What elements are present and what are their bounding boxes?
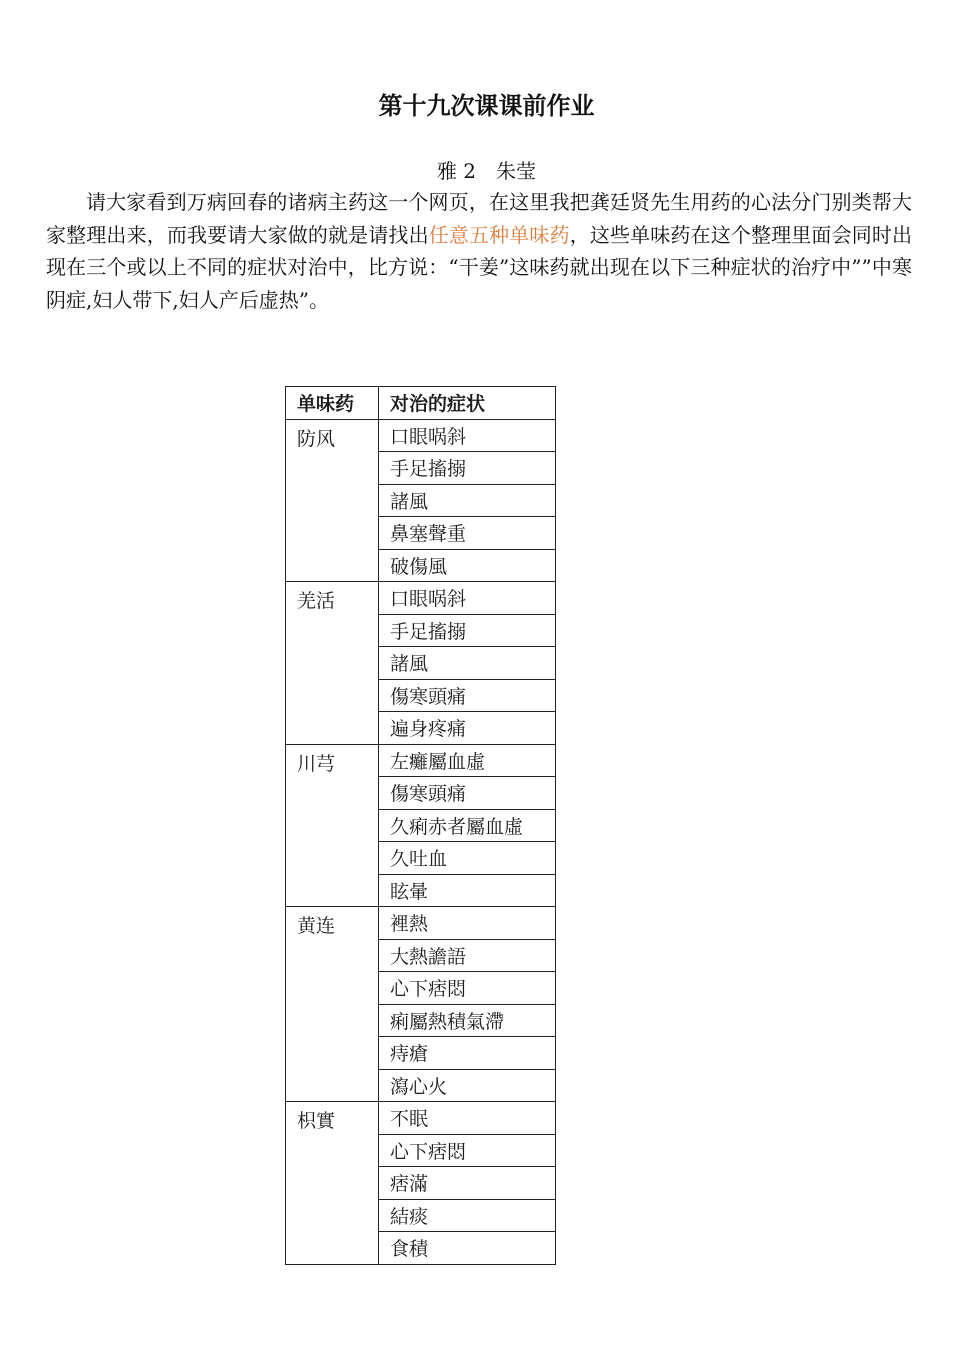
symptom-cell: 痢屬熱積氣滯: [379, 1004, 556, 1037]
symptom-cell: 左癱屬血虛: [379, 744, 556, 777]
intro-highlight: 任意五种单味药: [428, 222, 570, 247]
symptom-cell: 痔瘡: [379, 1037, 556, 1070]
symptom-cell: 裡熱: [379, 907, 556, 940]
symptom-cell: 痞滿: [379, 1167, 556, 1200]
table-row: [286, 419, 556, 452]
symptom-cell: 心下痞悶: [379, 972, 556, 1005]
symptom-cell: 眩暈: [379, 874, 556, 907]
author-line: 雅 2 朱莹: [436, 159, 537, 183]
table-body: [286, 419, 556, 1264]
symptom-cell: 破傷風: [379, 549, 556, 582]
symptom-cell: 結痰: [379, 1199, 556, 1232]
symptom-cell: 遍身疼痛: [379, 712, 556, 745]
header-symptoms: 对治的症状: [379, 387, 556, 420]
symptom-cell: 口眼㖞斜: [379, 582, 556, 615]
symptom-cell: 手足搐搦: [379, 452, 556, 485]
symptom-cell: 大熱譫語: [379, 939, 556, 972]
table-row: [286, 582, 556, 615]
intro-text-after: ，这些单味药在这个整理里面会同时出现在三个或以上不同的症状对治中，比方说：“干姜”这味药就出现在以下三种症状的治疗中””中寒阴症,妇人带下,妇人产后虚热”。: [46, 222, 913, 312]
symptom-cell: 口眼㖞斜: [379, 419, 556, 452]
herb-cell: 川芎: [286, 744, 379, 907]
herb-cell: 防风: [286, 419, 379, 582]
symptom-cell: 久吐血: [379, 842, 556, 875]
symptom-cell: 鼻塞聲重: [379, 517, 556, 550]
symptom-cell: 瀉心火: [379, 1069, 556, 1102]
herb-symptom-table: [285, 386, 556, 1265]
herb-cell: 羌活: [286, 582, 379, 745]
symptom-cell: 久痢赤者屬血虛: [379, 809, 556, 842]
herb-cell: 黄连: [286, 907, 379, 1102]
symptom-cell: 食積: [379, 1232, 556, 1265]
herb-cell: 枳實: [286, 1102, 379, 1265]
table-header-row: [286, 387, 556, 420]
page-title: 第十九次课课前作业: [378, 92, 595, 120]
symptom-cell: 心下痞悶: [379, 1134, 556, 1167]
symptom-cell: 諸風: [379, 484, 556, 517]
table-row: [286, 1102, 556, 1135]
intro-text-before: 请大家看到万病回春的诸病主药这一个网页，在这里我把龚廷贤先生用药的心法分门别类帮大家整理出来，而我要请大家做的就是请找出: [46, 190, 912, 247]
symptom-cell: 不眠: [379, 1102, 556, 1135]
symptom-cell: 傷寒頭痛: [379, 777, 556, 810]
symptom-cell: 手足搐搦: [379, 614, 556, 647]
intro-paragraph: [46, 186, 912, 316]
table-row: [286, 907, 556, 940]
header-herb: 单味药: [286, 387, 379, 420]
table-row: [286, 744, 556, 777]
symptom-cell: 諸風: [379, 647, 556, 680]
symptom-cell: 傷寒頭痛: [379, 679, 556, 712]
